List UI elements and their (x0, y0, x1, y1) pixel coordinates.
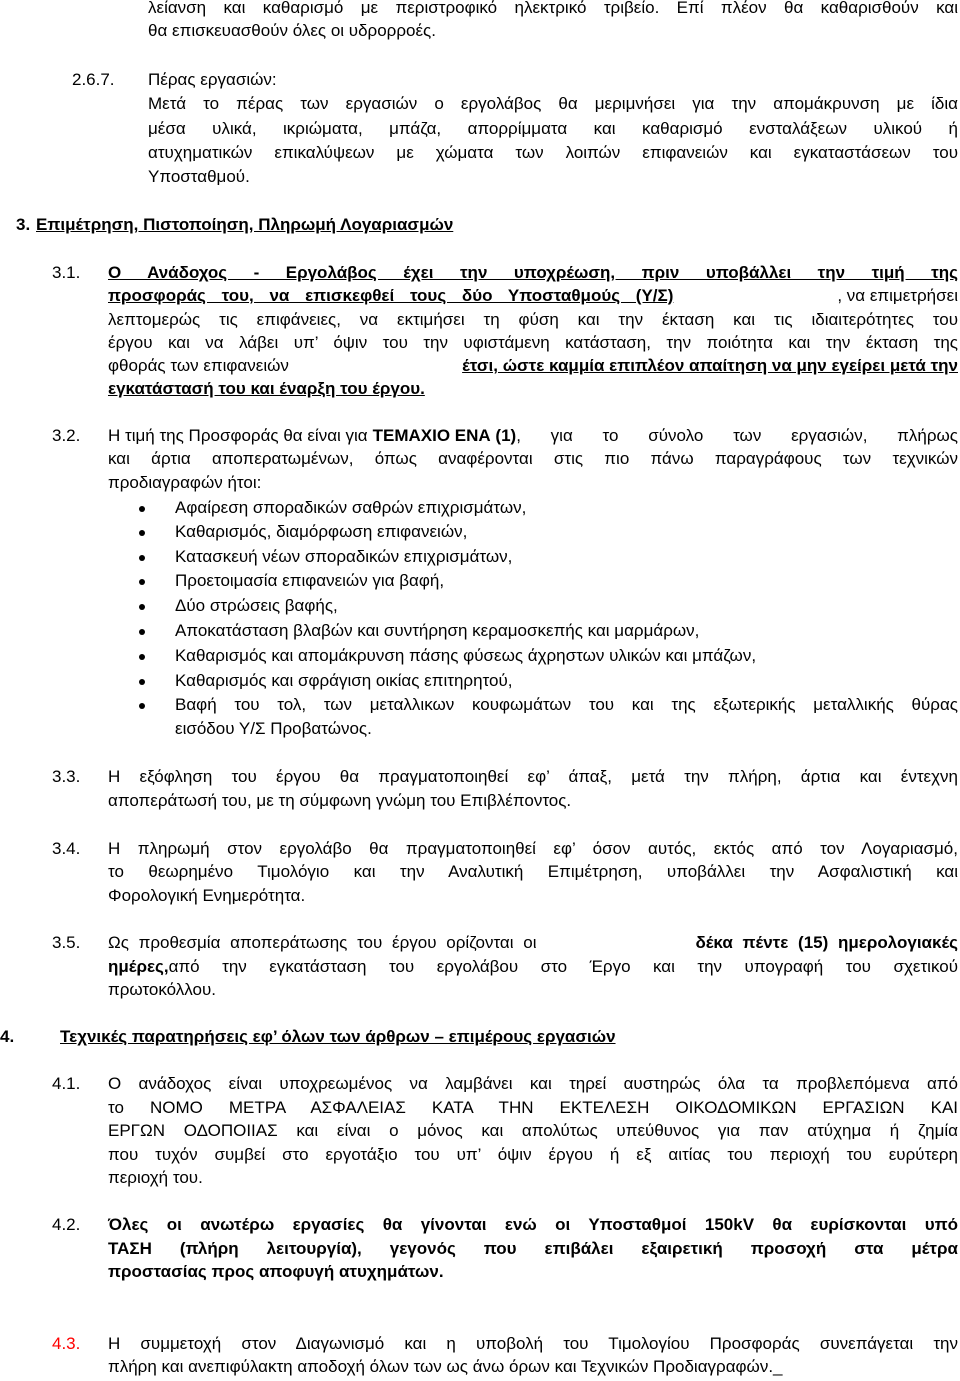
emphasis-text: έτσι, ώστε καμμία επιπλέον απαίτηση να μην εγείρει μετά την (462, 356, 958, 375)
section-number: 4.1. (52, 1074, 81, 1093)
section-number: 4. (0, 1027, 15, 1046)
paragraph-line: λεπτομερώς τις επιφάνειες, να εκτιμήσει τη φύση και την έκταση και τις ιδιαιτερότητες του (108, 310, 958, 329)
paragraph-line: Ο ανάδοχος είναι υποχρεωμένος να λαμβάνει και τηρεί αυστηρώς όλα τα προβλεπόμενα από (108, 1074, 958, 1093)
paragraph-line: Ο Ανάδοχος - Εργολάβος έχει την υποχρέωση, πριν υποβάλλει την τιμή της (108, 263, 958, 282)
list-item: Κατασκευή νέων σποραδικών επιχρισμάτων, (175, 547, 513, 566)
section-heading: Τεχνικές παρατηρήσεις εφ’ όλων των άρθρων – επιμέρους εργασιών (60, 1027, 616, 1046)
text: Ως προθεσμία αποπεράτωσης του έργου ορίζονται οι (108, 933, 537, 952)
text: Η τιμή της Προσφοράς θα είναι για (108, 426, 368, 445)
emphasis-text: δέκα πέντε (15) ημερολογιακές (695, 933, 958, 952)
text: , για το σύνολο των εργασιών, πλήρως (516, 426, 958, 445)
paragraph-line: λείανση και καθαρισμό με περιστροφικό ηλεκτρικό τριβείο. Επί πλέον θα καθαρισθούν και (148, 0, 958, 17)
emphasis-text: προσφοράς του, να επισκεφθεί τους δύο Υποσταθμούς (Υ/Σ) (108, 286, 674, 305)
paragraph-line: Φορολογική Ενημερότητα. (108, 886, 306, 905)
bullet-icon (139, 629, 145, 635)
section-number: 3.1. (52, 263, 81, 282)
list-item: Δύο στρώσεις βαφής, (175, 596, 338, 615)
list-item: Καθαρισμός και απομάκρυνση πάσης φύσεως άχρηστων υλικών και μπάζων, (175, 646, 757, 665)
bullet-icon (139, 679, 145, 685)
paragraph-line: προστασίας προς αποφυγή ατυχημάτων. (108, 1262, 444, 1281)
bullet-icon (139, 604, 145, 610)
paragraph-line: μέσα υλικά, ικριώματα, μπάζα, απορρίμματα και καθαρισμό ενσταλάξεων υλικού ή (148, 119, 958, 138)
paragraph-line: ατυχηματικών επικαλύψεων με χώματα των λοιπών επιφανειών και εγκαταστάσεων του (148, 143, 958, 162)
paragraph-line: περιοχή του. (108, 1168, 203, 1187)
section-number: 2.6.7. (72, 70, 115, 89)
paragraph-line (108, 355, 958, 377)
bullet-icon (139, 530, 145, 536)
bullet-icon (139, 654, 145, 660)
paragraph-line: έργου και να λάβει υπ’ όψιν του την υφιστάμενη κατάσταση, την ποιότητα και την έκταση της (108, 333, 958, 352)
paragraph-line: ΕΡΓΩΝ ΟΔΟΠΟΙΙΑΣ και είναι ο μόνος και απολύτως υπεύθυνος για παν ατύχημα ή ζημία (108, 1121, 958, 1140)
section-number: 4.3. (52, 1334, 81, 1353)
emphasis-text: ημέρες, (108, 957, 169, 976)
paragraph-line: και άρτια αποπερατωμένων, όπως αναφέρονται στις πιο πάνω παραγράφους των τεχνικών (108, 449, 958, 468)
paragraph-line (108, 956, 958, 978)
paragraph-line (108, 285, 958, 307)
section-number: 4.2. (52, 1215, 81, 1234)
emphasis-text: ΤΕΜΑΧΙΟ ΕΝΑ (1) (372, 426, 517, 445)
list-item: Βαφή του τολ, των μεταλλικων κουφωμάτων του και της εξωτερικής μεταλλικής θύρας (175, 695, 958, 714)
bullet-icon (139, 703, 145, 709)
paragraph-line: το θεωρημένο Τιμολόγιο και την Αναλυτική Επιμέτρηση, υποβάλλει την Ασφαλιστική και (108, 862, 958, 881)
paragraph-line: Η συμμετοχή στον Διαγωνισμό και η υποβολή του Τιμολογίου Προσφοράς συνεπάγεται την (108, 1334, 958, 1353)
section-number: 3.5. (52, 933, 81, 952)
list-item: Καθαρισμός και σφράγιση οικίας επιτηρητού, (175, 671, 513, 690)
text: από την εγκατάσταση του εργολάβου στο Έργο και την υπογραφή του σχετικού (168, 957, 958, 976)
bullet-icon (139, 506, 145, 512)
list-item: Προετοιμασία επιφανειών για βαφή, (175, 571, 445, 590)
paragraph-line (108, 932, 958, 954)
text: , να επιμετρήσει (837, 286, 958, 305)
section-number: 3.2. (52, 426, 81, 445)
paragraph-line: Μετά το πέρας των εργασιών ο εργολάβος θα μεριμνήσει για την απομάκρυνση με ίδια (148, 94, 958, 113)
list-item: Καθαρισμός, διαμόρφωση επιφανειών, (175, 522, 468, 541)
paragraph-line: που τυχόν συμβεί στο εργοτάξιο του υπ’ όψιν έργου ή εξ αιτίας του περιοχή του ευρύτερη (108, 1145, 958, 1164)
paragraph-line: αποπεράτωσή του, με τη σύμφωνη γνώμη του Επιβλέποντος. (108, 791, 572, 810)
paragraph-line: πλήρη και ανεπιφύλακτη αποδοχή όλων των ως άνω όρων και Τεχνικών Προδιαγραφών._ (108, 1357, 783, 1376)
paragraph-line: Η πληρωμή στον εργολάβο θα πραγματοποιηθεί εφ’ όσον αυτός, εκτός από τον Λογαριασμό, (108, 839, 958, 858)
section-number: 3. (16, 215, 31, 234)
list-item: Αφαίρεση σποραδικών σαθρών επιχρισμάτων, (175, 498, 527, 517)
list-item-continuation: εισόδου Υ/Σ Προβατώνος. (175, 719, 372, 738)
section-number: 3.4. (52, 839, 81, 858)
paragraph-line: ΤΑΣΗ (πλήρη λειτουργία), γεγονός που επιβάλει εξαιρετική προσοχή στα μέτρα (108, 1239, 958, 1258)
paragraph-line: Όλες οι ανωτέρω εργασίες θα γίνονται ενώ οι Υποσταθμοί 150kV θα ευρίσκονται υπό (108, 1215, 958, 1234)
text: φθοράς των επιφανειών (108, 356, 289, 375)
section-title: Πέρας εργασιών: (148, 70, 277, 89)
paragraph-line: το ΝΟΜΟ ΜΕΤΡΑ ΑΣΦΑΛΕΙΑΣ ΚΑΤΑ ΤΗΝ ΕΚΤΕΛΕΣΗ ΟΙΚΟΔΟΜΙΚΩΝ ΕΡΓΑΣΙΩΝ ΚΑΙ (108, 1098, 958, 1117)
paragraph-line: πρωτοκόλλου. (108, 980, 217, 999)
paragraph-line: Η εξόφληση του έργου θα πραγματοποιηθεί εφ’ άπαξ, μετά την πλήρη, άρτια και έντεχνη (108, 767, 958, 786)
paragraph-line: θα επισκευασθούν όλες οι υδρορροές. (148, 21, 436, 40)
paragraph-line: Υποσταθμού. (148, 167, 250, 186)
paragraph-line: εγκατάστασή του και έναρξη του έργου. (108, 379, 425, 398)
section-heading: Επιμέτρηση, Πιστοποίηση, Πληρωμή Λογαριασμών (36, 215, 454, 234)
section-number: 3.3. (52, 767, 81, 786)
bullet-icon (139, 555, 145, 561)
paragraph-line: προδιαγραφών ήτοι: (108, 473, 262, 492)
bullet-icon (139, 579, 145, 585)
list-item: Αποκατάσταση βλαβών και συντήρηση κεραμοσκεπής και μαρμάρων, (175, 621, 700, 640)
paragraph-line (108, 425, 958, 447)
